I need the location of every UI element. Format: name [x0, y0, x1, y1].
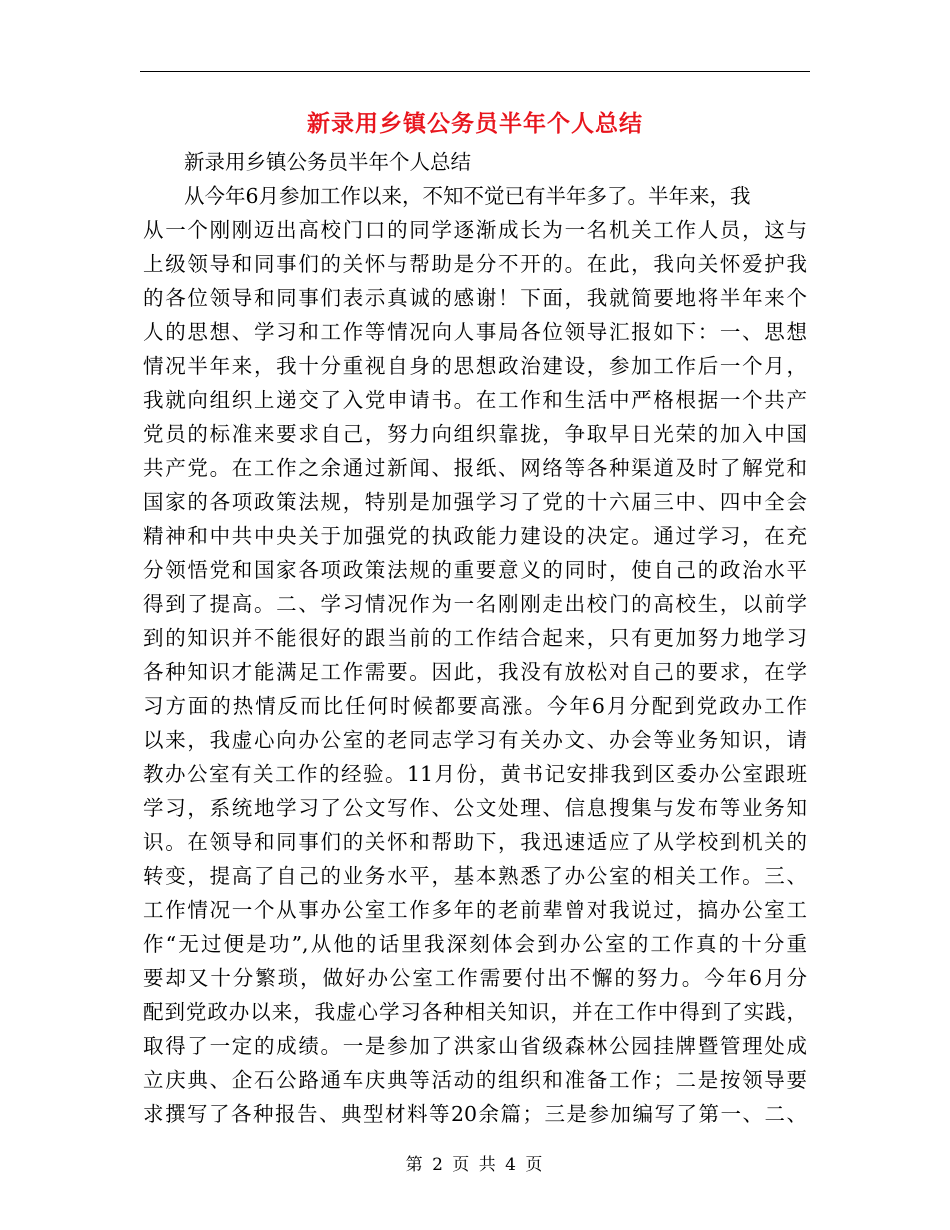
body-line: 配到党政办以来，我虚心学习各种相关知识，并在工作中得到了实践， — [143, 1000, 807, 1024]
body-subtitle: 新录用乡镇公务员半年个人总结 — [184, 150, 471, 174]
body-line: 从今年6月参加工作以来，不知不觉已有半年多了。半年来，我 — [184, 184, 751, 208]
body-line: 的各位领导和同事们表示真诚的感谢！下面，我就简要地将半年来个 — [143, 286, 807, 310]
body-line: 从一个刚刚迈出高校门口的同学逐渐成长为一名机关工作人员，这与 — [143, 218, 807, 242]
body-line: 共产党。在工作之余通过新闻、报纸、网络等各种渠道及时了解党和 — [143, 456, 807, 480]
body-line: 求撰写了各种报告、典型材料等20余篇；三是参加编写了第一、二、 — [143, 1102, 807, 1126]
body-line: 各种知识才能满足工作需要。因此，我没有放松对自己的要求，在学 — [143, 660, 807, 684]
body-line: 精神和中共中央关于加强党的执政能力建设的决定。通过学习，在充 — [143, 524, 807, 548]
body-line: 识。在领导和同事们的关怀和帮助下，我迅速适应了从学校到机关的 — [143, 830, 807, 854]
body-line: 转变，提高了自己的业务水平，基本熟悉了办公室的相关工作。三、 — [143, 864, 807, 888]
body-line: 作“无过便是功”,从他的话里我深刻体会到办公室的工作真的十分重 — [143, 932, 807, 956]
body-line: 国家的各项政策法规，特别是加强学习了党的十六届三中、四中全会 — [143, 490, 807, 514]
body-line: 党员的标准来要求自己，努力向组织靠拢，争取早日光荣的加入中国 — [143, 422, 807, 446]
body-line: 我就向组织上递交了入党申请书。在工作和生活中严格根据一个共产 — [143, 388, 807, 412]
body-line: 人的思想、学习和工作等情况向人事局各位领导汇报如下：一、思想 — [143, 320, 807, 344]
document-body — [143, 145, 807, 1131]
body-line: 教办公室有关工作的经验。11月份，黄书记安排我到区委办公室跟班 — [143, 762, 807, 786]
body-line: 工作情况一个从事办公室工作多年的老前辈曾对我说过，搞办公室工 — [143, 898, 807, 922]
body-line: 情况半年来，我十分重视自身的思想政治建设，参加工作后一个月， — [143, 354, 807, 378]
body-line: 上级领导和同事们的关怀与帮助是分不开的。在此，我向关怀爱护我 — [143, 252, 807, 276]
page-number: 第 2 页 共 4 页 — [405, 1155, 545, 1175]
body-line: 要却又十分繁琐，做好办公室工作需要付出不懈的努力。今年6月分 — [143, 966, 807, 990]
body-line: 取得了一定的成绩。一是参加了洪家山省级森林公园挂牌暨管理处成 — [143, 1034, 807, 1058]
body-line: 习方面的热情反而比任何时候都要高涨。今年6月分配到党政办工作 — [143, 694, 807, 718]
body-line: 到的知识并不能很好的跟当前的工作结合起来，只有更加努力地学习 — [143, 626, 807, 650]
body-line: 学习，系统地学习了公文写作、公文处理、信息搜集与发布等业务知 — [143, 796, 807, 820]
header-rule — [140, 71, 810, 72]
body-line: 立庆典、企石公路通车庆典等活动的组织和准备工作；二是按领导要 — [143, 1068, 807, 1092]
document-title: 新录用乡镇公务员半年个人总结 — [307, 110, 643, 137]
body-line: 以来，我虚心向办公室的老同志学习有关办文、办会等业务知识，请 — [143, 728, 807, 752]
body-line: 得到了提高。二、学习情况作为一名刚刚走出校门的高校生，以前学 — [143, 592, 807, 616]
body-line: 分领悟党和国家各项政策法规的重要意义的同时，使自己的政治水平 — [143, 558, 807, 582]
